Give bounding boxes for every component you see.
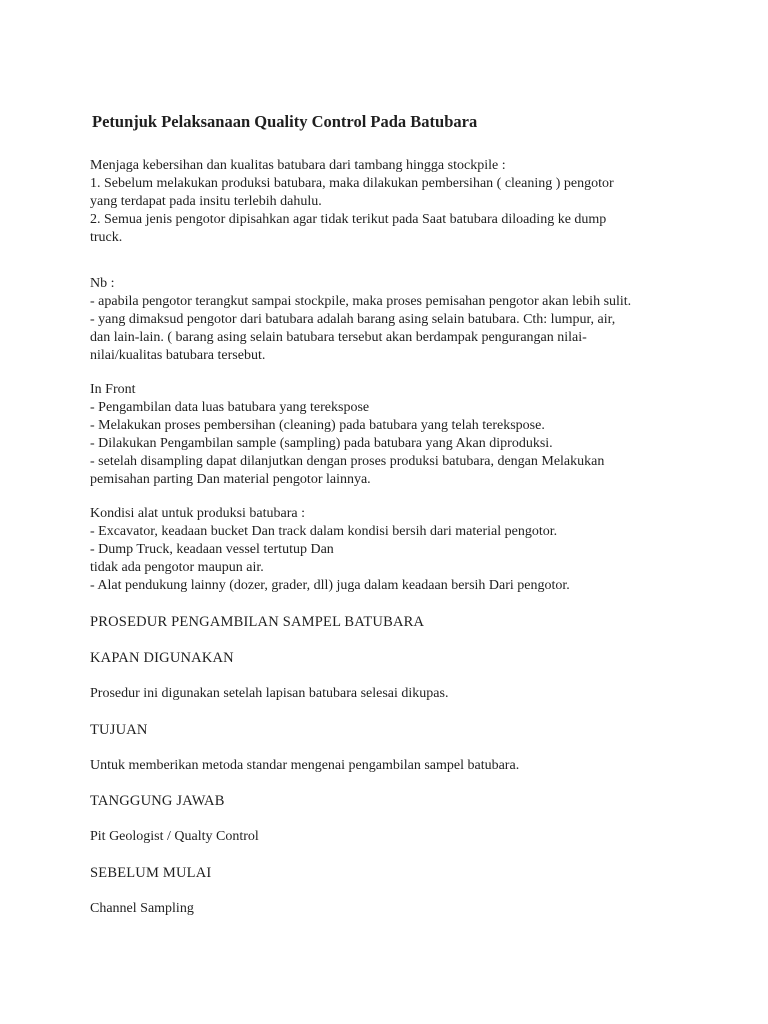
intro-line: 2. Semua jenis pengotor dipisahkan agar tidak terikut pada Saat batubara diloading ke dump [90,212,607,227]
intro-line: truck. [90,230,123,245]
nb-line: - yang dimaksud pengotor dari batubara adalah barang asing selain batubara. Cth: lumpur, air, [90,312,616,327]
in-front-line: - Melakukan proses pembersihan (cleaning) pada batubara yang telah terekspose. [90,418,545,433]
prosedur-heading: PROSEDUR PENGAMBILAN SAMPEL BATUBARA [90,614,425,630]
kondisi-line: Kondisi alat untuk produksi batubara : [90,506,306,521]
intro-line: 1. Sebelum melakukan produksi batubara, maka dilakukan pembersihan ( cleaning ) pengotor [90,176,614,191]
kondisi-line: tidak ada pengotor maupun air. [90,560,264,575]
nb-section [90,275,631,365]
nb-line: dan lain-lain. ( barang asing selain batubara tersebut akan berdampak pengurangan nilai- [90,330,587,345]
intro-line: Menjaga kebersihan dan kualitas batubara dari tambang hingga stockpile : [90,158,506,173]
in-front-section [90,381,604,489]
kondisi-line: - Alat pendukung lainny (dozer, grader, dll) juga dalam keadaan bersih Dari pengotor. [90,578,570,593]
document-title: Petunjuk Pelaksanaan Quality Control Pada Batubara [92,112,478,131]
intro-line: yang terdapat pada insitu terlebih dahulu. [90,194,322,209]
tanggung-jawab-heading: TANGGUNG JAWAB [90,793,225,809]
sebelum-mulai-heading: SEBELUM MULAI [90,865,212,881]
kondisi-section [90,505,570,595]
in-front-line: - Dilakukan Pengambilan sample (sampling) pada batubara yang Akan diproduksi. [90,436,553,451]
kondisi-line: - Dump Truck, keadaan vessel tertutup Dan [90,542,334,557]
kondisi-line: - Excavator, keadaan bucket Dan track dalam kondisi bersih dari material pengotor. [90,524,558,539]
nb-line: - apabila pengotor terangkut sampai stockpile, maka proses pemisahan pengotor akan lebih sulit. [90,294,632,309]
nb-line: nilai/kualitas batubara tersebut. [90,348,266,363]
in-front-line: - Pengambilan data luas batubara yang terekspose [90,400,370,415]
in-front-line: - setelah disampling dapat dilanjutkan dengan proses produksi batubara, dengan Melakukan [90,454,605,469]
kapan-heading: KAPAN DIGUNAKAN [90,650,234,666]
tujuan-heading: TUJUAN [90,722,148,738]
sebelum-mulai-text: Channel Sampling [90,901,194,916]
intro-section [90,157,614,247]
nb-line: Nb : [90,276,115,291]
tujuan-text: Untuk memberikan metoda standar mengenai pengambilan sampel batubara. [90,758,520,773]
in-front-line: In Front [90,382,136,397]
tanggung-jawab-text: Pit Geologist / Qualty Control [90,829,259,844]
in-front-line: pemisahan parting Dan material pengotor lainnya. [90,472,371,487]
kapan-text: Prosedur ini digunakan setelah lapisan batubara selesai dikupas. [90,686,449,701]
